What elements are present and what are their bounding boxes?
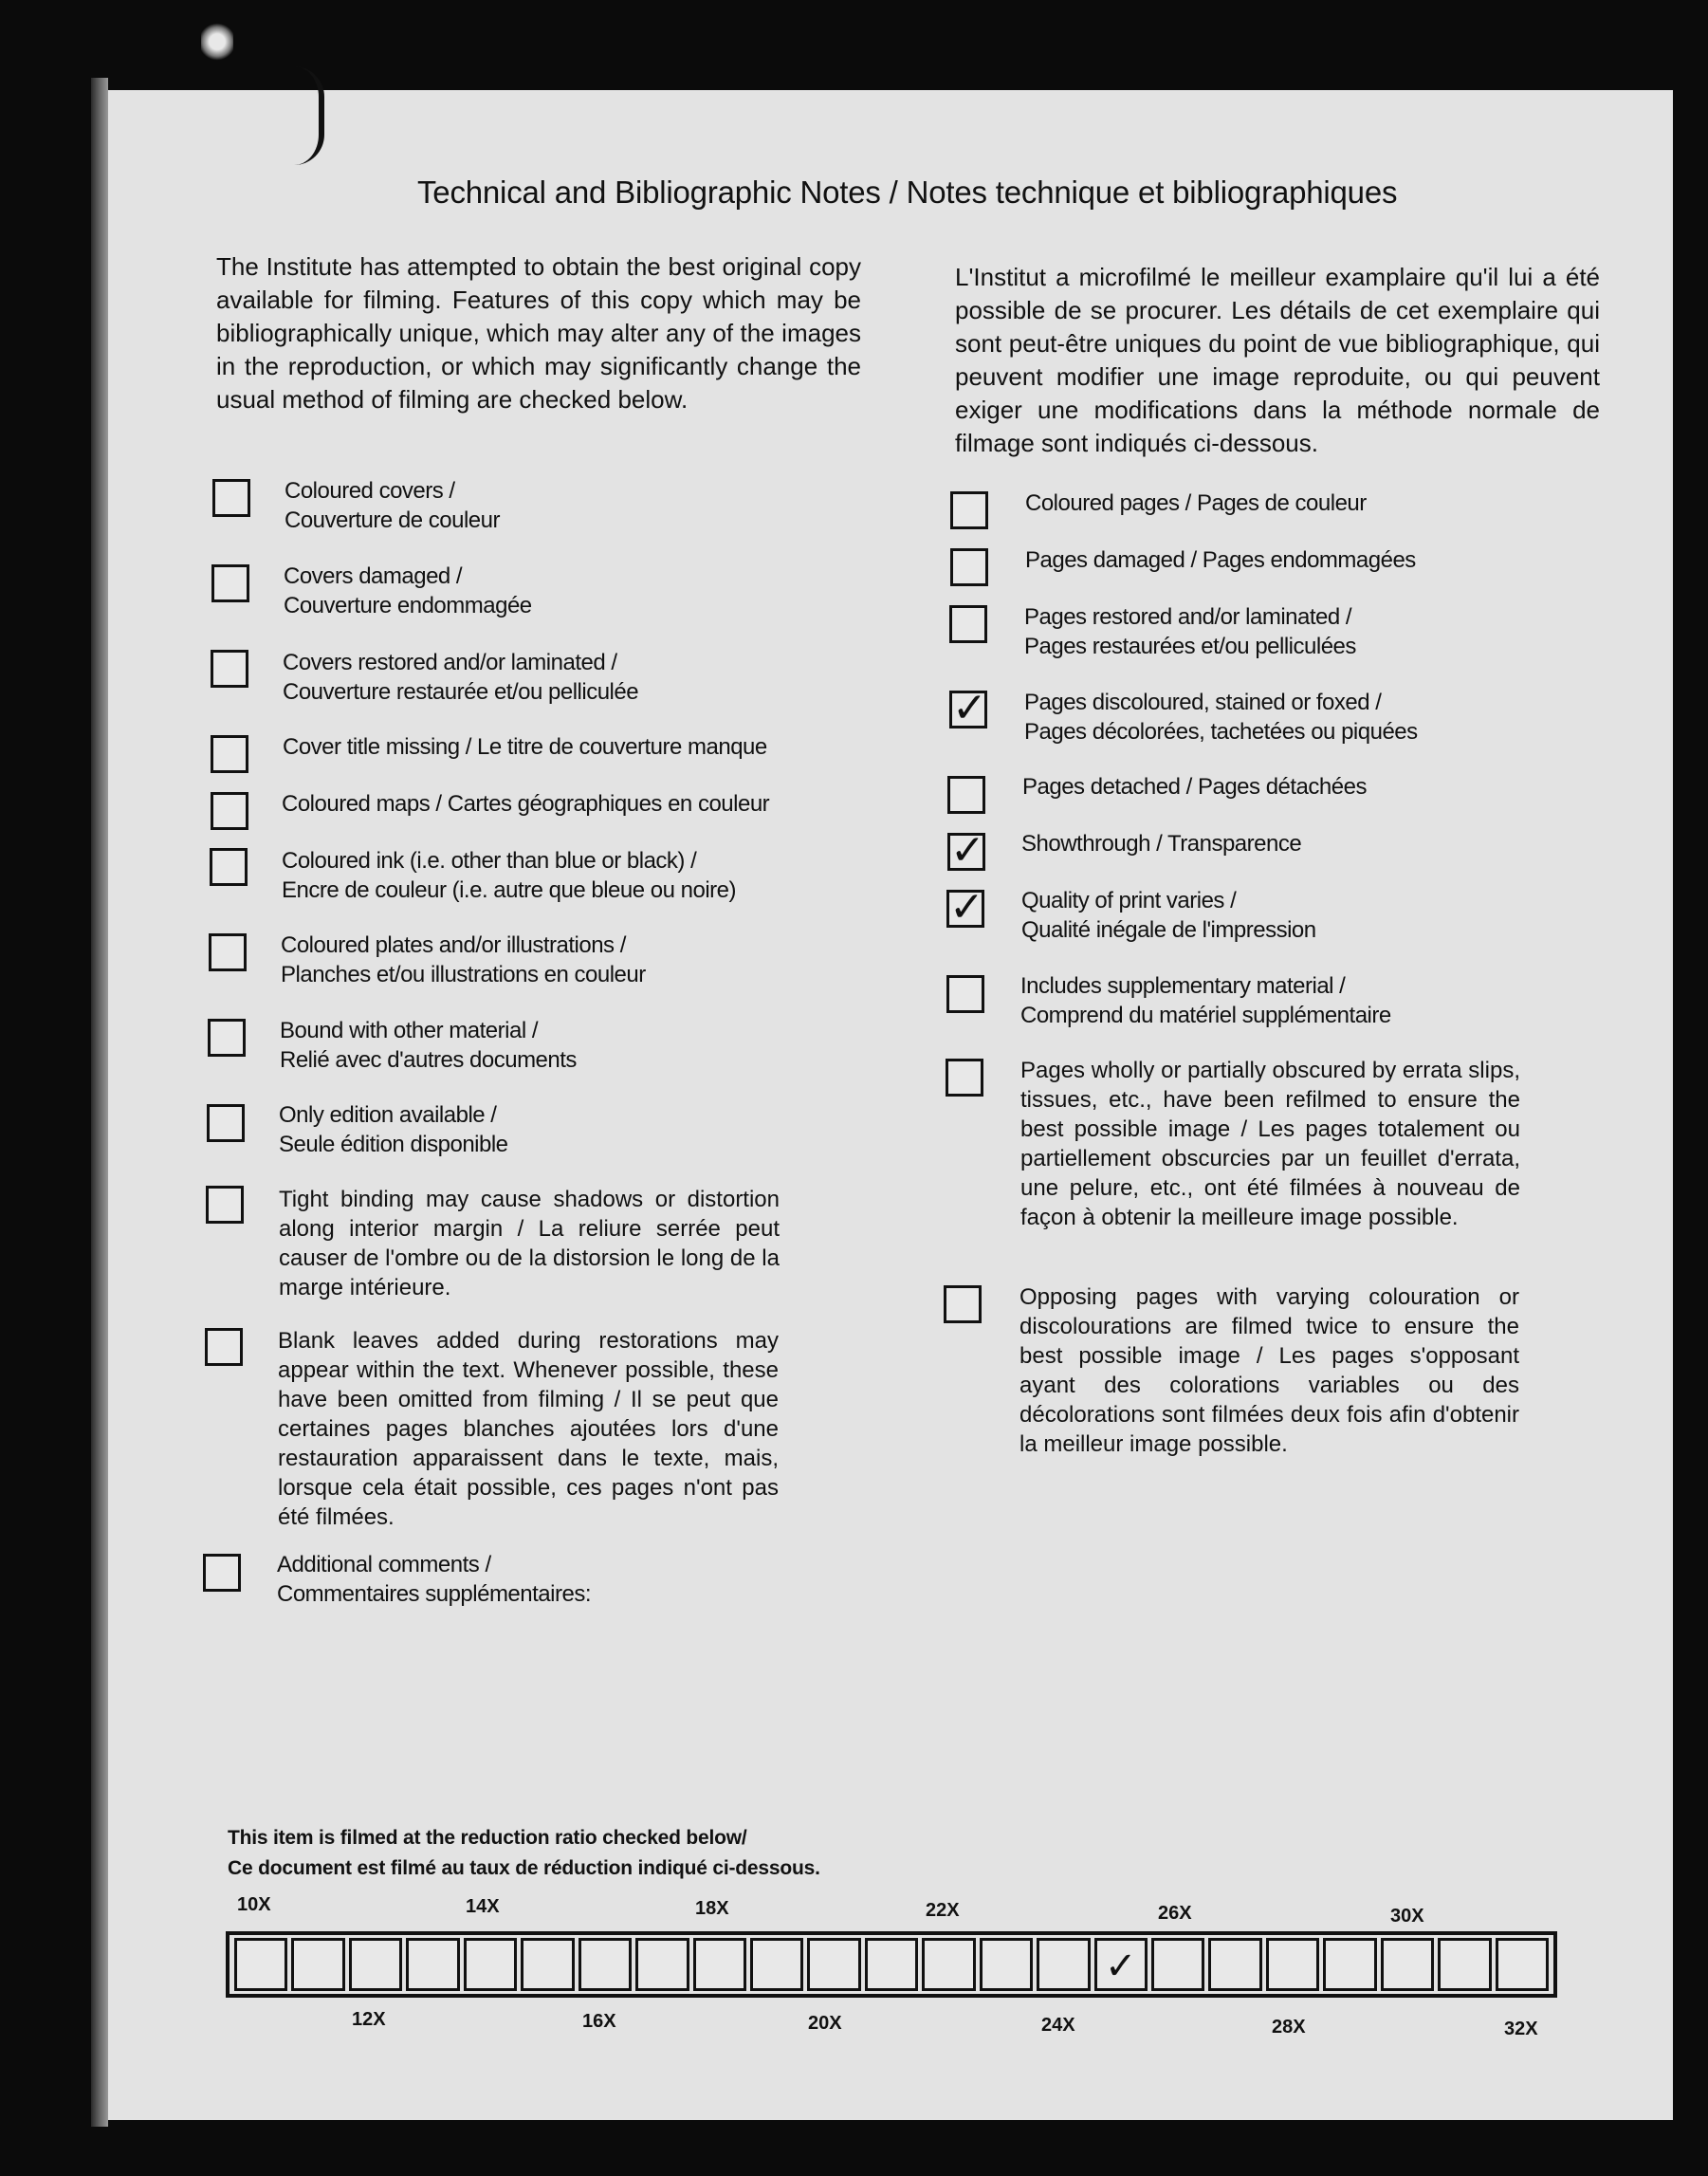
intro-french: L'Institut a microfilmé le meilleur examplaire qu'il lui a été possible de se procurer. Les détails de cet exemplaire qui sont peut-être uniques du point de vue bibliographique, qui peuvent modifier une image reproduite, ou qui peuvent exiger une modifications dans la méthode normale de filmage sont indiqués ci-dessous. <box>955 263 1600 457</box>
checkbox-quality-of-print[interactable] <box>946 883 984 931</box>
checkbox-bound-with[interactable] <box>208 1019 246 1057</box>
checkbox-supplementary-material[interactable] <box>946 975 984 1013</box>
checkbox-additional-comments[interactable] <box>203 1554 241 1592</box>
film-speck <box>201 21 233 63</box>
ratio-tick-14x: 14X <box>466 1896 500 1917</box>
ratio-cell[interactable] <box>1381 1938 1434 1991</box>
ratio-tick-30x: 30X <box>1390 1906 1424 1927</box>
ratio-cell[interactable] <box>579 1938 632 1991</box>
page-title: Technical and Bibliographic Notes / Notes technique et bibliographiques <box>417 175 1398 210</box>
page-binding-edge <box>91 78 108 2127</box>
ratio-tick-28x: 28X <box>1272 2017 1306 2038</box>
ratio-cell[interactable] <box>1438 1938 1491 1991</box>
ratio-cell[interactable] <box>693 1938 746 1991</box>
checkbox-coloured-pages[interactable] <box>950 491 988 529</box>
checkbox-cover-title-missing[interactable] <box>211 735 248 773</box>
ratio-cell[interactable] <box>1151 1938 1204 1991</box>
ratio-cell[interactable] <box>291 1938 344 1991</box>
intro-english: The Institute has attempted to obtain the best original copy available for filming. Features of this copy which may be bibliographically unique, which may alter any of the images in the reproduction, or which may significantly change the usual method of filming are checked below. <box>216 252 861 414</box>
label-opposing-pages: Opposing pages with varying colouration or discolourations are filmed twice to ensure the best possible image / Les pages s'opposant ayant des colorations variables ou des décolorations sont filmées deux fois afin d'obtenir la meilleur image possible. <box>1019 1284 1519 1457</box>
ratio-cell[interactable] <box>1266 1938 1319 1991</box>
label-coloured-pages: Coloured pages / Pages de couleur <box>1025 490 1367 516</box>
ratio-cell[interactable] <box>406 1938 459 1991</box>
ratio-cell[interactable] <box>464 1938 517 1991</box>
reduction-ratio-strip <box>226 1931 1557 1998</box>
label-coloured-plates: Coloured plates and/or illustrations / Planches et/ou illustrations en couleur <box>281 932 646 987</box>
label-supplementary-material: Includes supplementary material / Comprend du matériel supplémentaire <box>1020 973 1391 1028</box>
check-mark-icon: ✓ <box>952 684 987 732</box>
ratio-cell[interactable] <box>234 1938 287 1991</box>
ratio-cell[interactable] <box>635 1938 689 1991</box>
checkbox-covers-restored[interactable] <box>211 650 248 688</box>
check-mark-icon: ✓ <box>949 883 984 931</box>
ratio-cell[interactable] <box>521 1938 574 1991</box>
label-showthrough: Showthrough / Transparence <box>1021 831 1302 857</box>
checkbox-coloured-maps[interactable] <box>211 792 248 830</box>
ratio-tick-24x: 24X <box>1041 2015 1075 2036</box>
checkbox-opposing-pages[interactable] <box>944 1285 982 1323</box>
label-covers-damaged: Covers damaged / Couverture endommagée <box>284 563 532 618</box>
ratio-cell[interactable] <box>1094 1938 1148 1991</box>
label-blank-leaves: Blank leaves added during restorations may appear within the text. Whenever possible, these have been omitted from filming / Il se peut que certaines pages blanches ajoutées lors d'une restauration apparaissent dans le texte, mais, lorsque cela était possible, ces pages n'ont pas été filmées. <box>278 1328 779 1530</box>
ratio-cell[interactable] <box>349 1938 402 1991</box>
label-only-edition: Only edition available / Seule édition disponible <box>279 1102 508 1157</box>
ratio-cell[interactable] <box>980 1938 1033 1991</box>
reduction-ratio-note-en: This item is filmed at the reduction ratio checked below/ <box>228 1827 747 1849</box>
ratio-cell[interactable] <box>1496 1938 1549 1991</box>
ratio-tick-12x: 12X <box>352 2009 386 2030</box>
label-coloured-covers: Coloured covers / Couverture de couleur <box>285 478 500 533</box>
ratio-tick-16x: 16X <box>582 2011 616 2032</box>
check-mark-icon: ✓ <box>950 826 985 875</box>
label-bound-with: Bound with other material / Relié avec d'autres documents <box>280 1018 577 1073</box>
checkbox-pages-restored[interactable] <box>949 605 987 643</box>
label-coloured-ink: Coloured ink (i.e. other than blue or black) / Encre de couleur (i.e. autre que bleue ou noire) <box>282 848 736 903</box>
checkbox-covers-damaged[interactable] <box>211 564 249 602</box>
ratio-tick-18x: 18X <box>695 1898 729 1919</box>
checkbox-blank-leaves[interactable] <box>205 1328 243 1366</box>
ratio-cell[interactable] <box>1037 1938 1090 1991</box>
ratio-tick-32x: 32X <box>1504 2019 1538 2039</box>
ratio-tick-22x: 22X <box>926 1900 960 1921</box>
label-pages-damaged: Pages damaged / Pages endommagées <box>1025 547 1416 573</box>
checkbox-pages-discoloured[interactable] <box>949 684 987 732</box>
checkbox-pages-detached[interactable] <box>947 776 985 814</box>
label-covers-restored: Covers restored and/or laminated / Couverture restaurée et/ou pelliculée <box>283 650 639 705</box>
label-pages-obscured: Pages wholly or partially obscured by errata slips, tissues, etc., have been refilmed to ensure the best possible image / Les pages totalement ou partiellement obscurcies par un feuillet d'errata, une pelure, etc., ont été filmées à nouveau de façon à obtenir la meilleure image possible. <box>1020 1058 1520 1230</box>
ratio-cell[interactable] <box>922 1938 975 1991</box>
checkbox-only-edition[interactable] <box>207 1104 245 1142</box>
reduction-ratio-note-fr: Ce document est filmé au taux de réduction indiqué ci-dessous. <box>228 1857 820 1879</box>
label-pages-restored: Pages restored and/or laminated / Pages restaurées et/ou pelliculées <box>1024 604 1356 659</box>
label-cover-title-missing: Cover title missing / Le titre de couverture manque <box>283 734 767 760</box>
ratio-tick-10x: 10X <box>237 1894 271 1915</box>
ratio-cell[interactable] <box>750 1938 803 1991</box>
label-tight-binding: Tight binding may cause shadows or distortion along interior margin / La reliure serrée peut causer de l'ombre ou de la distorsion le long de la marge intérieure. <box>279 1187 780 1300</box>
label-quality-of-print: Quality of print varies / Qualité inégale de l'impression <box>1021 888 1316 943</box>
ratio-cell[interactable] <box>807 1938 860 1991</box>
ratio-tick-20x: 20X <box>808 2013 842 2034</box>
checkbox-pages-obscured[interactable] <box>946 1059 983 1097</box>
label-pages-detached: Pages detached / Pages détachées <box>1022 774 1367 800</box>
ratio-cell[interactable] <box>865 1938 918 1991</box>
check-mark-icon: ✓ <box>1105 1945 1137 1988</box>
ratio-cell[interactable] <box>1323 1938 1376 1991</box>
label-pages-discoloured: Pages discoloured, stained or foxed / Pages décolorées, tachetées ou piquées <box>1024 690 1418 745</box>
ratio-cell[interactable] <box>1208 1938 1261 1991</box>
margin-mark <box>294 66 324 165</box>
checkbox-showthrough[interactable] <box>947 826 985 875</box>
label-coloured-maps: Coloured maps / Cartes géographiques en couleur <box>282 791 770 817</box>
label-additional-comments: Additional comments / Commentaires supplémentaires: <box>277 1552 591 1607</box>
checkbox-pages-damaged[interactable] <box>950 548 988 586</box>
checkbox-coloured-plates[interactable] <box>209 933 247 971</box>
checkbox-coloured-covers[interactable] <box>212 479 250 517</box>
checkbox-coloured-ink[interactable] <box>210 848 248 886</box>
checkbox-tight-binding[interactable] <box>206 1186 244 1224</box>
ratio-tick-26x: 26X <box>1158 1903 1192 1924</box>
reduction-ratio-note <box>228 1823 820 1884</box>
